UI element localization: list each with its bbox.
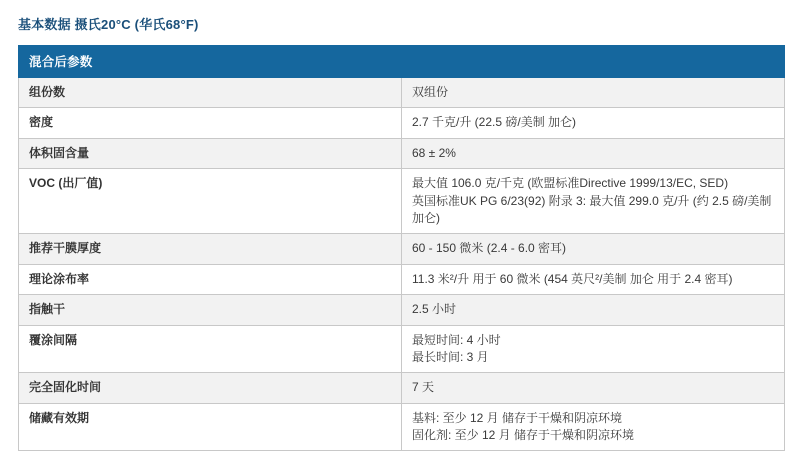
row-value-line: 60 - 150 微米 (2.4 - 6.0 密耳) xyxy=(412,241,567,256)
spec-table-body xyxy=(19,46,785,451)
table-header-row xyxy=(19,46,785,78)
row-label: 完全固化时间 xyxy=(19,373,402,403)
row-value-line: 最短时间: 4 小时 xyxy=(412,332,501,347)
row-value xyxy=(402,78,785,108)
row-value xyxy=(402,264,785,294)
table-row xyxy=(19,78,785,108)
row-value xyxy=(402,169,785,234)
row-value-line: 固化剂: 至少 12 月 储存于干燥和阴凉环境 xyxy=(412,428,635,443)
row-label: 理论涂布率 xyxy=(19,264,402,294)
row-label: 覆涂间隔 xyxy=(19,325,402,373)
table-row xyxy=(19,169,785,234)
table-row xyxy=(19,138,785,168)
table-row xyxy=(19,325,785,373)
row-label: 组份数 xyxy=(19,78,402,108)
row-value-line: 双组份 xyxy=(412,85,449,99)
spec-table xyxy=(18,45,785,451)
table-row xyxy=(19,295,785,325)
row-value xyxy=(402,295,785,325)
row-value xyxy=(402,138,785,168)
row-value xyxy=(402,373,785,403)
row-label: 储藏有效期 xyxy=(19,403,402,451)
row-value-line: 2.7 千克/升 (22.5 磅/美制 加仑) xyxy=(412,115,577,130)
row-label: VOC (出厂值) xyxy=(19,169,402,234)
table-header-title: 混合后参数 xyxy=(19,46,785,78)
row-label: 推荐干膜厚度 xyxy=(19,234,402,264)
row-label: 体积固含量 xyxy=(19,138,402,168)
table-row xyxy=(19,403,785,451)
row-value-line: 7 天 xyxy=(412,380,435,395)
row-value xyxy=(402,325,785,373)
row-value-line: 最长时间: 3 月 xyxy=(412,349,489,364)
table-row xyxy=(19,234,785,264)
row-value-line: 2.5 小时 xyxy=(412,302,457,317)
row-value-line: 基料: 至少 12 月 储存于干燥和阴凉环境 xyxy=(412,410,623,425)
table-row xyxy=(19,373,785,403)
table-row xyxy=(19,264,785,294)
spec-table-container xyxy=(18,45,785,451)
page-title: 基本数据 摄氏20°C (华氏68°F) xyxy=(18,17,199,32)
row-label: 密度 xyxy=(19,108,402,138)
row-value-line: 英国标准UK PG 6/23(92) 附录 3: 最大值 299.0 克/升 (约 2.5 磅/美制 加仑) xyxy=(412,193,772,225)
row-value-line: 68 ± 2% xyxy=(412,145,456,160)
row-value xyxy=(402,108,785,138)
row-value-line: 11.3 米²/升 用于 60 微米 (454 英尺²/美制 加仑 用于 2.4 密耳) xyxy=(412,271,733,286)
row-label: 指触干 xyxy=(19,295,402,325)
row-value-line: 最大值 106.0 克/千克 (欧盟标准Directive 1999/13/EC, SED) xyxy=(412,176,729,191)
row-value xyxy=(402,403,785,451)
table-row xyxy=(19,108,785,138)
row-value xyxy=(402,234,785,264)
